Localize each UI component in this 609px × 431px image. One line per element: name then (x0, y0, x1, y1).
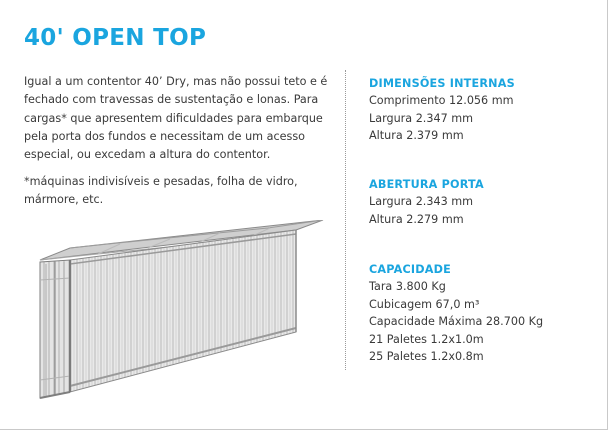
spec-row-pallets-1: 21 Paletes 1.2x1.0m (369, 332, 484, 346)
internal-dimensions-heading: DIMENSÕES INTERNAS (369, 77, 515, 90)
spec-row-tare: Tara 3.800 Kg (369, 280, 446, 293)
door-opening-section (369, 177, 484, 228)
door-opening-heading: ABERTURA PORTA (369, 178, 484, 191)
internal-dimensions-section (369, 76, 515, 145)
spec-row-width: Largura 2.347 mm (369, 111, 474, 125)
open-top-container-illustration (28, 220, 328, 420)
spec-row-height: Altura 2.379 mm (369, 129, 464, 143)
spec-row-cubic: Cubicagem 67,0 m³ (369, 297, 480, 311)
cargo-note: *máquinas indivisíveis e pesadas, folha de vidro, mármore, etc. (24, 175, 298, 207)
spec-row-door-width: Largura 2.343 mm (369, 195, 474, 208)
spec-row-pallets-2: 25 Paletes 1.2x0.8m (369, 350, 484, 364)
page-title: 40' OPEN TOP (24, 25, 207, 51)
spec-row-door-height: Altura 2.279 mm (369, 212, 464, 226)
column-divider (345, 70, 346, 370)
container-description: Igual a um contentor 40’ Dry, mas não possui teto e é fechado com travessas de sustentação e lonas. Para cargas* que apresentem dificuldades para embarque pela porta dos fundos e necessitam de um acesso especial, ou excedam a altura do contentor. (24, 75, 328, 162)
spec-row-length: Comprimento 12.056 mm (369, 94, 514, 107)
capacity-heading: CAPACIDADE (369, 263, 451, 276)
capacity-section (369, 262, 543, 366)
spec-row-max-capacity: Capacidade Máxima 28.700 Kg (369, 315, 544, 329)
